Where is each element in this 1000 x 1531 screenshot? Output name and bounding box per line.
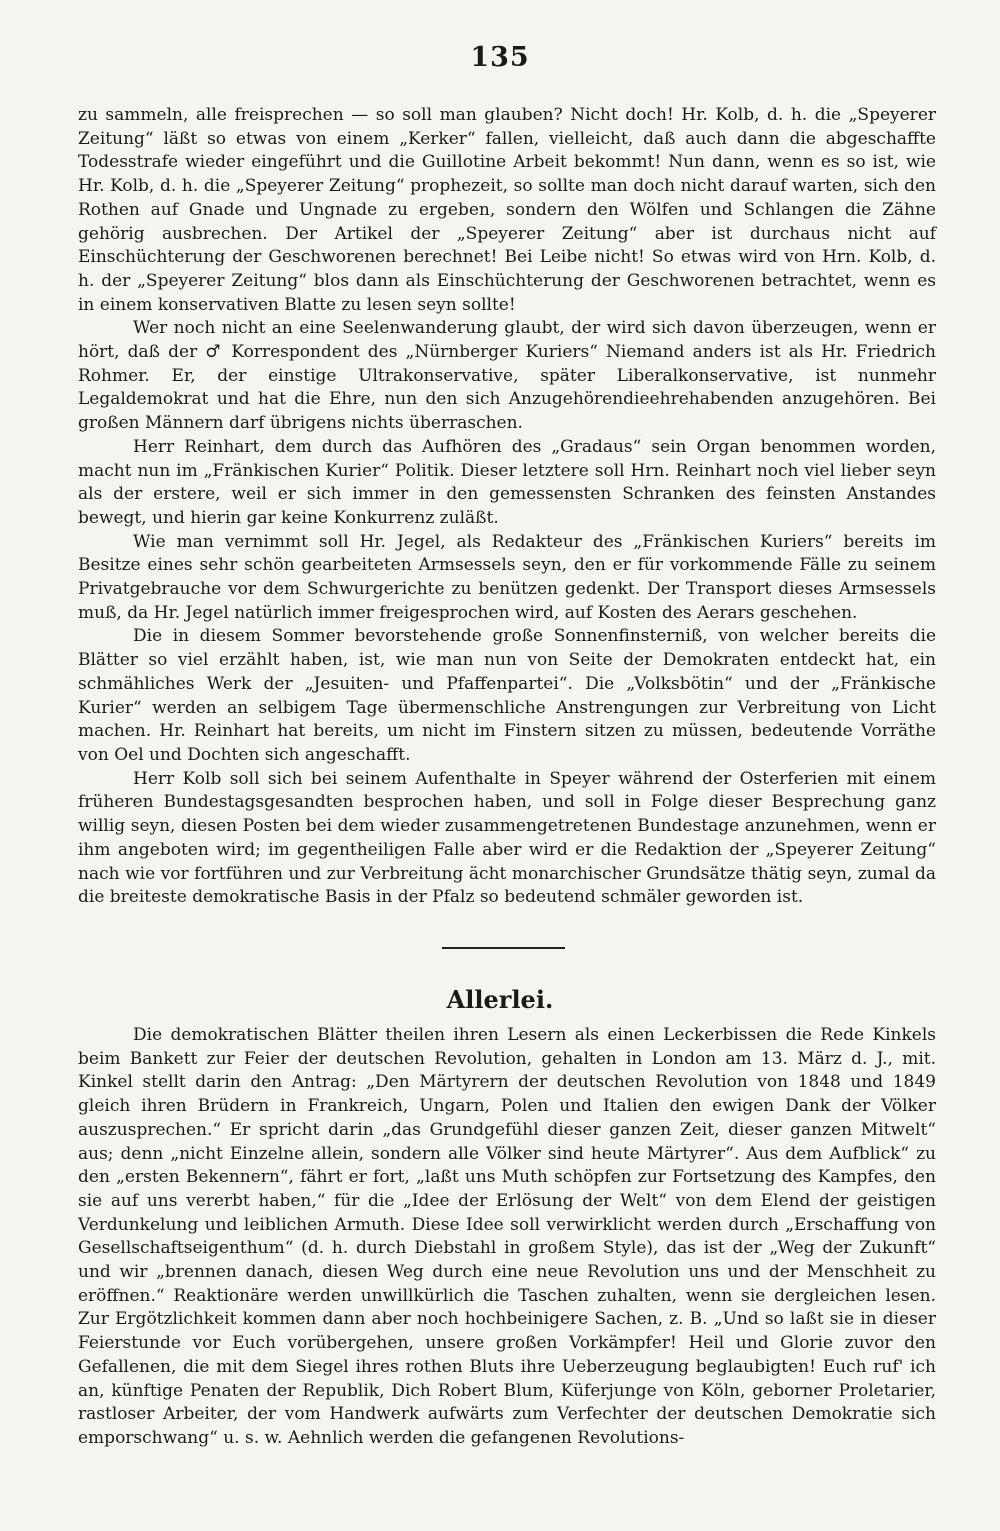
section-paragraph: Die demokratischen Blätter theilen ihren Lesern als einen Leckerbissen die Rede Kinkels beim Bankett zur Feier der deutschen Revolution, gehalten in London am 13. März d. J., mit. Kinkel stellt darin den Antrag: „Den Märtyrern der deutschen Revolution von 1848 und 1849 gleich ihren Brüdern in Frankreich, Ungarn, Polen und Italien den ewigen Dank der Völker auszusprechen.“ Er spricht darin „das Grundgefühl dieser ganzen Zeit, dieser ganzen Mitwelt“ aus; denn „nicht Einzelne allein, sondern alle Völker sind heute Märtyrer“. Aus dem Aufblick“ zu den „ersten Bekennern“, fährt er fort, „laßt uns Muth schöpfen zur Fortsetzung des Kampfes, den sie auf uns vererbt haben,“ für die „Idee der Erlösung der Welt“ von dem Elend der geistigen Verdunkelung und leiblichen Armuth. Diese Idee soll verwirklicht werden durch „Erschaffung von Gesellschaftseigenthum“ (d. h. durch Diebstahl in großem Style), das ist der „Weg der Zukunft“ und wir „brennen danach, diesen Weg durch eine neue Revolution uns und der Menschheit zu eröffnen.“ Reaktionäre werden unwillkürlich die Taschen zuhalten, wenn sie dergleichen lesen. Zur Ergötzlichkeit kommen dann aber noch hochbeinigere Sachen, z. B. „Und so laßt sie in dieser Feierstunde vor Euch vorübergehen, unsere großen Vorkämpfer! Heil und Glorie zuvor den Gefallenen, die mit dem Siegel ihres rothen Bluts ihre Ueberzeugung beglaubigten! Euch ruf' ich an, künftige Penaten der Republik, Dich Robert Blum, Küferjunge von Köln, geborner Proletarier, rastloser Arbeiter, der vom Handwerk aufwärts zum Verfechter der deutschen Demokratie sich emporschwang“ u. s. w. Aehnlich werden die gefangenen Revolutions- [78, 1025, 936, 1448]
section-heading: Allerlei. [446, 985, 554, 1014]
section-body [78, 1024, 936, 1451]
section-divider [442, 947, 565, 949]
article-paragraph: Wie man vernimmt soll Hr. Jegel, als Redakteur des „Fränkischen Kuriers“ bereits im Besitze eines sehr schön gearbeiteten Armsessels seyn, den er für vorkommende Fälle zu seinem Privatgebrauche vor dem Schwurgerichte zu benützen gedenkt. Der Transport dieses Armsessels muß, da Hr. Jegel natürlich immer freigesprochen wird, auf Kosten des Aerars geschehen. [78, 531, 936, 623]
article-paragraph: Herr Kolb soll sich bei seinem Aufenthalte in Speyer während der Osterferien mit einem früheren Bundestagsgesandten besprochen haben, und soll in Folge dieser Besprechung ganz willig seyn, diesen Posten bei dem wieder zusammengetretenen Bundestage anzunehmen, wenn er ihm angeboten wird; im gegentheiligen Falle aber wird er die Redaktion der „Speyerer Zeitung“ nach wie vor fortführen und zur Verbreitung ächt monarchischer Grundsätze thätig seyn, zumal da die breiteste demokratische Basis in der Pfalz so bedeutend schmäler geworden ist. [78, 768, 936, 908]
article-body [78, 104, 936, 910]
article-paragraph: Wer noch nicht an eine Seelenwanderung glaubt, der wird sich davon überzeugen, wenn er hört, daß der ♂ Korrespondent des „Nürnberger Kuriers“ Niemand anders ist als Hr. Friedrich Rohmer. Er, der einstige Ultrakonservative, später Liberalkonservative, ist nunmehr Legaldemokrat und hat die Ehre, nun den sich Anzugehörendieehrehabenden anzugehören. Bei großen Männern darf übrigens nichts überraschen. [78, 318, 936, 434]
article-paragraph: Die in diesem Sommer bevorstehende große Sonnenfinsterniß, von welcher bereits die Blätter so viel erzählt haben, ist, wie man nun von Seite der Demokraten entdeckt hat, ein schmähliches Werk der „Jesuiten- und Pfaffenpartei“. Die „Volksbötin“ und der „Fränkische Kurier“ werden an selbigem Tage übermenschliche Anstrengungen zur Verbreitung von Licht machen. Hr. Reinhart hat bereits, um nicht im Finstern sitzen zu müssen, bedeutende Vorräthe von Oel und Dochten sich angeschafft. [78, 626, 936, 765]
page-number: 135 [470, 42, 530, 73]
article-paragraph: zu sammeln, alle freisprechen — so soll man glauben? Nicht doch! Hr. Kolb, d. h. die „Speyerer Zeitung“ läßt so etwas von einem „Kerker“ fallen, vielleicht, daß auch dann die abgeschaffte Todesstrafe wieder eingeführt und die Guillotine Arbeit bekommt! Nun dann, wenn es so ist, wie Hr. Kolb, d. h. die „Speyerer Zeitung“ prophezeit, so sollte man doch nicht darauf warten, sich den Rothen auf Gnade und Ungnade zu ergeben, sondern den Wölfen und Schlangen die Zähne gehörig ausbrechen. Der Artikel der „Speyerer Zeitung“ aber ist durchaus nicht auf Einschüchterung der Geschworenen berechnet! Bei Leibe nicht! So etwas wird von Hrn. Kolb, d. h. der „Speyerer Zeitung“ blos dann als Einschüchterung der Geschworenen betrachtet, wenn es in einem konservativen Blatte zu lesen seyn sollte! [78, 105, 936, 315]
article-paragraph: Herr Reinhart, dem durch das Aufhören des „Gradaus“ sein Organ benommen worden, macht nun im „Fränkischen Kurier“ Politik. Dieser letztere soll Hrn. Reinhart noch viel lieber seyn als der erstere, weil er sich immer in den gemessensten Schranken des feinsten Anstandes bewegt, und hierin gar keine Konkurrenz zuläßt. [78, 436, 936, 528]
